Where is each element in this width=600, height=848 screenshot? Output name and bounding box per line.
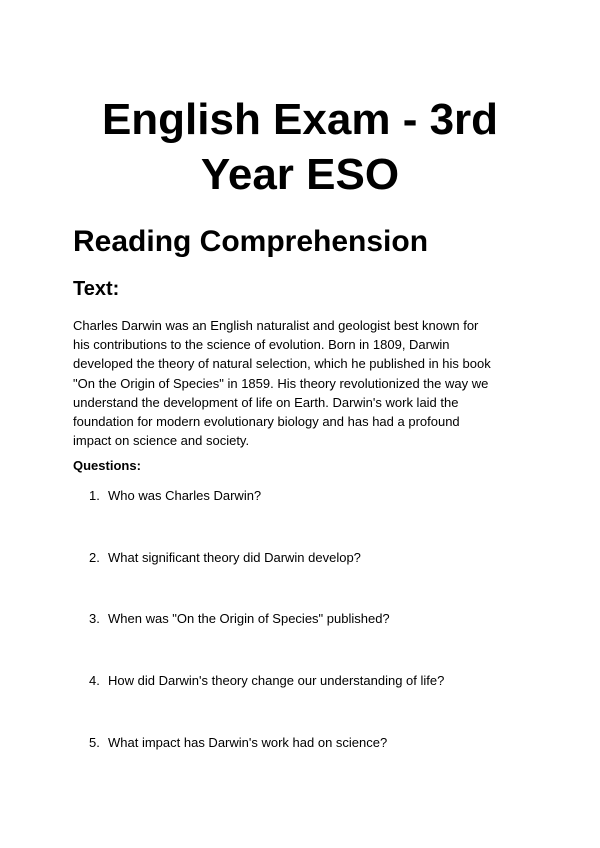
question-text: Who was Charles Darwin?	[108, 488, 262, 503]
passage-line: developed the theory of natural selection, which he published in his book	[73, 356, 491, 372]
passage-line: impact on science and society.	[73, 433, 250, 449]
question-item	[89, 673, 444, 689]
question-item	[89, 611, 390, 627]
question-text: When was "On the Origin of Species" published?	[108, 611, 390, 626]
question-number: 5.	[89, 735, 100, 750]
question-item	[89, 488, 261, 504]
question-number: 3.	[89, 611, 100, 626]
question-text: How did Darwin's theory change our understanding of life?	[108, 673, 445, 688]
passage-line: his contributions to the science of evolution. Born in 1809, Darwin	[73, 337, 450, 353]
passage-line: "On the Origin of Species" in 1859. His theory revolutionized the way we	[73, 375, 489, 391]
questions-label: Questions:	[73, 458, 141, 473]
exam-title: English Exam - 3rd Year ESO	[101, 95, 499, 199]
question-number: 1.	[89, 488, 100, 503]
question-text: What significant theory did Darwin develop?	[108, 550, 361, 565]
passage-line: Charles Darwin was an English naturalist and geologist best known for	[73, 318, 479, 333]
question-item	[89, 550, 361, 566]
question-item	[89, 735, 387, 751]
passage-line: foundation for modern evolutionary biology and has had a profound	[73, 414, 460, 430]
passage-line: understand the development of life on Earth. Darwin's work laid the	[73, 394, 459, 410]
reading-passage	[73, 316, 535, 450]
text-heading: Text:	[73, 278, 120, 300]
section-heading: Reading Comprehension	[73, 225, 429, 258]
question-number: 4.	[89, 673, 100, 688]
question-number: 2.	[89, 550, 100, 565]
question-text: What impact has Darwin's work had on science?	[108, 735, 388, 750]
